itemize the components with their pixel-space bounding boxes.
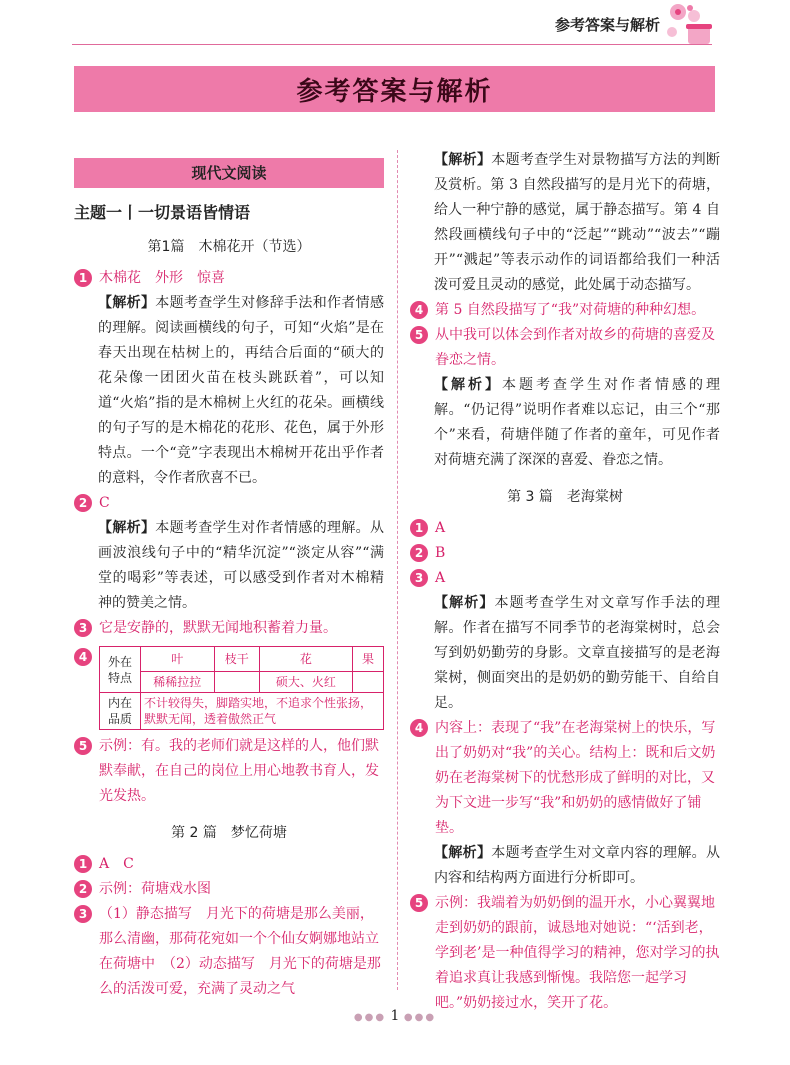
answer-text: 示例：荷塘戏水图	[99, 881, 211, 897]
explanation-text: 本题考查学生对修辞手法和作者情感的理解。阅读画横线的句子，可知“火焰”是在春天出现在枯树上的，再结合后面的“硕大的花朵像一团团火苗在枝头跳跃着”，可以知道“火焰”指的是木棉树上火红的花朵。画横线的句子写的是木棉花的花形、花色，属于外形特点。一个“竞”字表现出木棉树开花出乎作者的意料，令作者欣喜不已。	[98, 295, 385, 486]
explanation-tag: 【解析】	[98, 295, 156, 311]
explanation-tag: 【解析】	[434, 845, 492, 861]
table-cell	[214, 672, 259, 693]
question-number: 4	[410, 719, 428, 737]
explanation	[410, 591, 720, 716]
table-cell	[352, 672, 383, 693]
question	[410, 891, 720, 1016]
question-number: 2	[410, 544, 428, 562]
question-number: 5	[410, 894, 428, 912]
question	[410, 298, 720, 323]
question-number: 1	[410, 519, 428, 537]
explanation	[410, 841, 720, 891]
explanation-tag: 【解析】	[434, 377, 502, 393]
question-number: 3	[410, 569, 428, 587]
piece-title: 第1篇 木棉花开（节选）	[147, 239, 311, 255]
explanation	[74, 291, 384, 491]
answer-text: 示例：有。我的老师们就是这样的人，他们默默奉献，在自己的岗位上用心地教书育人，发光发热。	[99, 738, 379, 804]
question-number: 4	[410, 301, 428, 319]
answer-text: 从中我可以体会到作者对故乡的荷塘的喜爱及眷恋之情。	[435, 327, 715, 368]
question	[410, 716, 720, 841]
answer-text: C	[99, 495, 110, 511]
question	[74, 616, 384, 641]
explanation-tag: 【解析】	[98, 520, 156, 536]
explanation-text: 本题考查学生对景物描写方法的判断及赏析。第 3 自然段描写的是月光下的荷塘，给人一种宁静的感觉，属于静态描写。第 4 自然段画横线句子中的“泛起”“跳动”“波去”“蹦开”“溅起”等表示动作的词语都给我们一种活泼可爱且灵动的感觉，此处属于动态描写。	[434, 152, 721, 293]
explanation-text: 本题考查学生对作者情感的理解。“仍记得”说明作者难以忘记，由三个“那个”来看，荷塘伴随了作者的童年，可见作者对荷塘充满了深深的喜爱、眷恋之情。	[434, 377, 720, 468]
answer-text: 木棉花 外形 惊喜	[99, 270, 225, 286]
table-cell: 稀稀拉拉	[141, 672, 215, 693]
explanation	[74, 516, 384, 616]
question-number: 3	[74, 905, 92, 923]
question-number: 2	[74, 880, 92, 898]
question	[74, 852, 384, 877]
explanation-text: 本题考查学生对文章内容的理解。从内容和结构两方面进行分析即可。	[434, 845, 721, 886]
answer-text: 它是安静的，默默无闻地积蓄着力量。	[99, 620, 337, 636]
question-number: 1	[74, 269, 92, 287]
column-divider	[397, 150, 398, 990]
explanation-text: 本题考查学生对作者情感的理解。从画波浪线句子中的“精华沉淀”“淡定从容”“满堂的喝彩”等表述，可以感受到作者对木棉精神的赞美之情。	[98, 520, 385, 611]
question	[74, 734, 384, 809]
question	[74, 877, 384, 902]
question	[410, 516, 720, 541]
question-number: 5	[74, 737, 92, 755]
table-cell: 硕大、火红	[259, 672, 352, 693]
table-header: 枝干	[214, 647, 259, 672]
answer-text: A	[435, 570, 446, 586]
page-footer	[0, 1008, 790, 1024]
piece-title: 第 2 篇 梦忆荷塘	[171, 825, 287, 841]
piece-title: 第 3 篇 老海棠树	[507, 489, 623, 505]
explanation-tag: 【解析】	[434, 152, 492, 168]
running-header: 参考答案与解析	[555, 16, 661, 34]
flower-decoration-icon	[660, 2, 720, 48]
explanation-text: 本题考查学生对文章写作手法的理解。作者在描写不同季节的老海棠树时，总会写到奶奶勤劳的身影。文章直接描写的是老海棠树，侧面突出的是奶奶的勤劳能干、自给自足。	[434, 595, 721, 711]
question-number: 4	[74, 648, 92, 666]
answer-text: A	[435, 520, 446, 536]
question-number: 3	[74, 619, 92, 637]
question	[410, 541, 720, 566]
header-rule	[72, 44, 712, 45]
table-row-label: 外在特点	[100, 647, 141, 693]
question	[74, 902, 384, 1002]
table-header: 叶	[141, 647, 215, 672]
answer-text: （1）静态描写 月光下的荷塘是那么美丽，那么清幽，那荷花宛如一个个仙女婀娜地站立在荷塘中 （2）动态描写 月光下的荷塘是那么的活泼可爱，充满了灵动之气	[99, 906, 381, 997]
explanation	[410, 373, 720, 473]
answer-text: 内容上：表现了“我”在老海棠树上的快乐，写出了奶奶对“我”的关心。结构上：既和后文奶奶在老海棠树下的忧愁形成了鲜明的对比，又为下文进一步写“我”和奶奶的感情做好了铺垫。	[435, 720, 716, 836]
explanation-tag: 【解析】	[434, 595, 495, 611]
question	[74, 491, 384, 516]
footer-dots-icon: ●●●	[403, 1012, 437, 1023]
question-number: 5	[410, 326, 428, 344]
left-column	[74, 150, 384, 1002]
footer-dots-icon: ●●●	[353, 1012, 387, 1023]
page-title: 参考答案与解析	[74, 66, 715, 112]
right-column	[410, 150, 720, 1016]
question-number: 1	[74, 855, 92, 873]
page-number: 1	[390, 1008, 400, 1024]
question	[410, 566, 720, 591]
section-title: 现代文阅读	[74, 158, 384, 188]
table-row-label: 内在品质	[100, 693, 141, 730]
table-header: 果	[352, 647, 383, 672]
table-header: 花	[259, 647, 352, 672]
question-number: 2	[74, 494, 92, 512]
table-cell: 不计较得失，脚踏实地，不追求个性张扬，默默无闻，透着傲然正气	[141, 693, 384, 730]
answer-table	[99, 646, 384, 730]
answer-text: A C	[99, 856, 134, 872]
answer-text: 示例：我端着为奶奶倒的温开水，小心翼翼地走到奶奶的跟前，诚恳地对她说：“‘活到老，学到老’是一种值得学习的精神，您对学习的执着追求真让我感到惭愧。我陪您一起学习吧。”奶奶接过水，笑开了花。	[435, 895, 720, 1011]
question	[74, 266, 384, 291]
answer-text: B	[435, 545, 446, 561]
explanation	[410, 148, 720, 298]
theme-title: 主题一丨一切景语皆情语	[74, 203, 251, 222]
answer-text: 第 5 自然段描写了“我”对荷塘的种种幻想。	[435, 302, 706, 318]
question	[410, 323, 720, 373]
